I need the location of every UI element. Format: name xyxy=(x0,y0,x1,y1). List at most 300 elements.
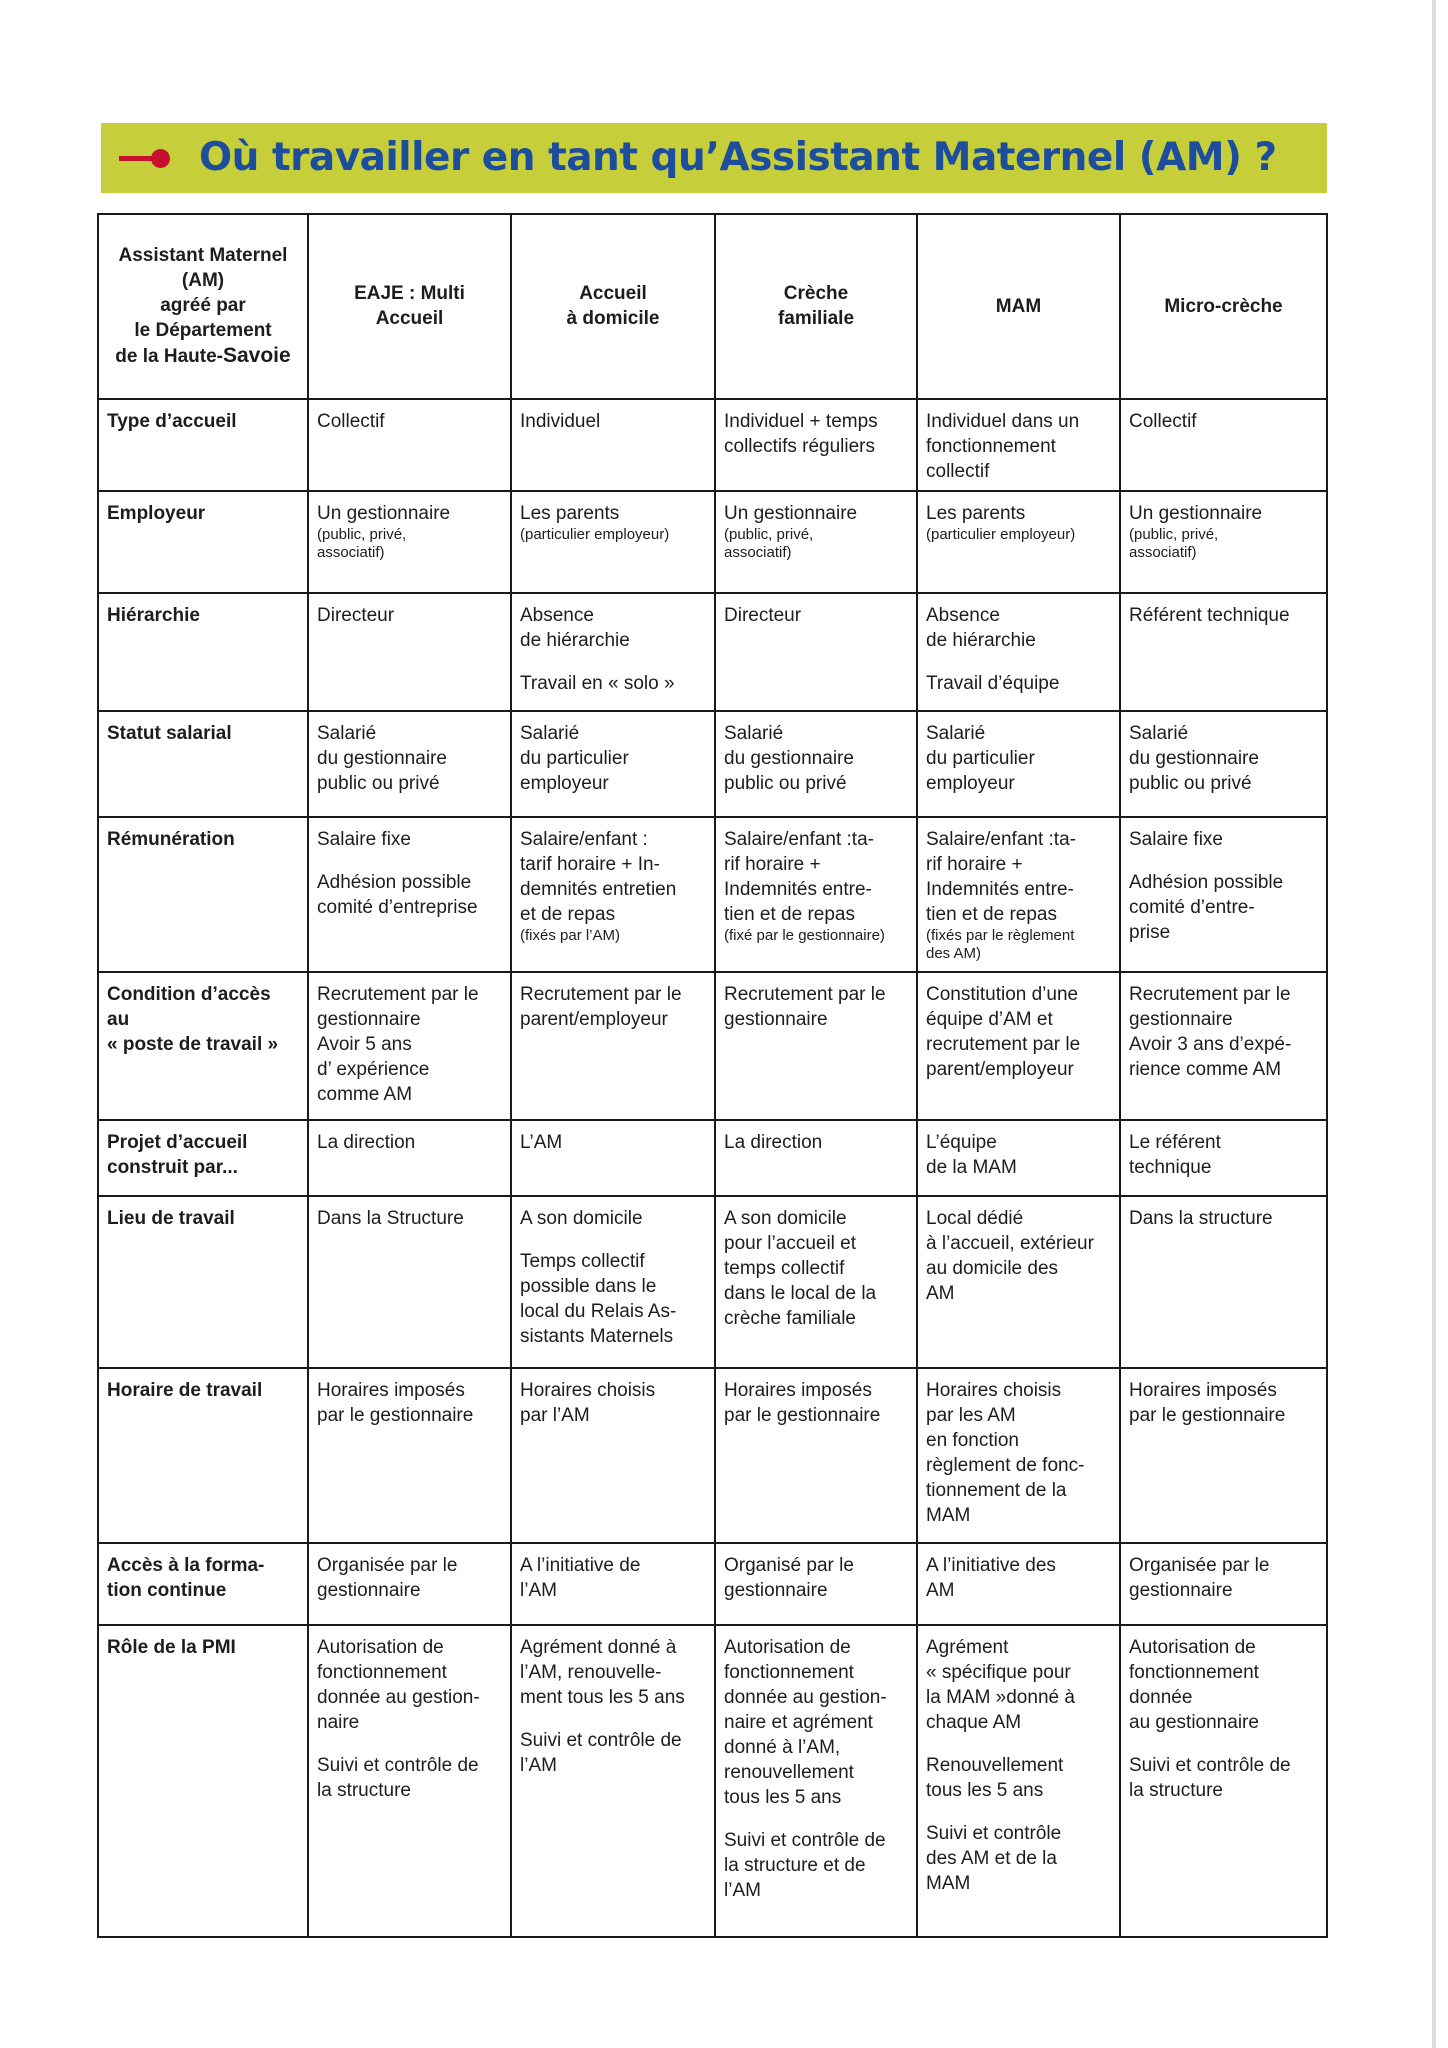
cell-text-line: la structure xyxy=(317,1779,411,1801)
row-label-line: Condition d’accès xyxy=(107,984,271,1006)
table-cell xyxy=(308,711,511,817)
cell-text-line: Avoir 3 ans d’expé- xyxy=(1129,1034,1292,1056)
column-header-line: Micro-crèche xyxy=(1164,295,1283,317)
row-label-line: Projet d’accueil xyxy=(107,1131,248,1153)
cell-text-line: public ou privé xyxy=(1129,773,1252,794)
cell-text-line: Horaires imposés xyxy=(1129,1379,1277,1401)
cell-paragraph xyxy=(317,1206,502,1231)
column-header-line: Accueil xyxy=(375,308,444,330)
cell-paragraph xyxy=(724,1828,908,1903)
table-cell xyxy=(308,1120,511,1196)
table-cell xyxy=(715,1625,917,1937)
cell-paragraph xyxy=(520,827,706,945)
cell-text-line: La direction xyxy=(317,1131,416,1153)
cell-text-line: prise xyxy=(1129,922,1171,944)
cell-paragraph xyxy=(520,603,706,653)
cell-text-line: Salaire/enfant :ta- xyxy=(724,829,874,851)
cell-text-line: la structure xyxy=(1129,1779,1223,1801)
row-label-line: Statut salarial xyxy=(107,723,232,744)
cell-note-line: (fixé par le gestionnaire) xyxy=(724,927,885,945)
cell-text-line: Directeur xyxy=(317,604,395,626)
cell-paragraph xyxy=(724,1206,908,1331)
cell-paragraph xyxy=(724,1635,908,1810)
row-label-line: Lieu de travail xyxy=(107,1207,235,1229)
table-row xyxy=(98,1120,1327,1196)
row-label-cell xyxy=(98,817,308,972)
cell-text-line: Autorisation de xyxy=(724,1636,851,1658)
cell-note-line: (public, privé, xyxy=(724,526,814,544)
cell-text-line: en fonction xyxy=(926,1429,1019,1451)
cell-text-line: Horaires choisis xyxy=(926,1379,1062,1401)
cell-text-line: Travail d’équipe xyxy=(926,672,1060,694)
cell-note-line: (public, privé, xyxy=(1129,526,1219,544)
cell-text-line: Individuel + temps xyxy=(724,410,878,432)
cell-text-line: Les parents xyxy=(520,503,620,525)
scan-edge xyxy=(1432,0,1436,2048)
cell-note-line: associatif) xyxy=(724,544,792,562)
cell-note-line: (particulier employeur) xyxy=(520,526,670,544)
row-label-cell xyxy=(98,1368,308,1544)
header-cell xyxy=(917,214,1120,399)
cell-paragraph xyxy=(1129,1553,1318,1603)
corner-label-line: Assistant Maternel xyxy=(118,245,288,267)
cell-text-line: Autorisation de xyxy=(317,1636,444,1658)
cell-text-line: par les AM xyxy=(926,1404,1016,1426)
cell-paragraph xyxy=(1129,501,1318,562)
cell-paragraph xyxy=(1129,1635,1318,1735)
cell-text-line: Salaire fixe xyxy=(317,829,411,851)
table-cell xyxy=(715,491,917,592)
cell-text-line: Individuel xyxy=(520,410,601,432)
corner-label-line: le Département xyxy=(134,320,272,342)
cell-text-line: parent/employeur xyxy=(926,1059,1074,1081)
cell-text-line: donnée au gestion- xyxy=(724,1686,887,1708)
cell-paragraph xyxy=(926,827,1111,963)
cell-text-line: rif horaire + xyxy=(724,854,821,876)
header-cell xyxy=(1120,214,1327,399)
cell-note-line: associatif) xyxy=(317,544,385,562)
cell-paragraph xyxy=(520,671,706,696)
cell-paragraph xyxy=(520,1728,706,1778)
cell-paragraph xyxy=(926,982,1111,1082)
cell-text-line: tous les 5 ans xyxy=(926,1779,1044,1801)
cell-text-line: Suivi et contrôle de xyxy=(1129,1754,1291,1776)
row-label-line: Horaire de travail xyxy=(107,1379,263,1401)
cell-text-line: gestionnaire xyxy=(724,1009,828,1031)
cell-text-line: la structure et de xyxy=(724,1854,866,1876)
cell-paragraph xyxy=(1129,1206,1318,1231)
cell-text-line: comité d’entre- xyxy=(1129,897,1255,919)
cell-text-line: Absence xyxy=(520,604,594,626)
cell-paragraph xyxy=(317,1378,502,1428)
cell-paragraph xyxy=(317,409,502,434)
cell-text-line: naire xyxy=(317,1711,360,1733)
cell-text-line: Un gestionnaire xyxy=(317,503,451,525)
cell-text-line: tous les 5 ans xyxy=(724,1786,842,1808)
cell-text-line: l’AM xyxy=(520,1580,557,1602)
cell-paragraph xyxy=(317,1753,502,1803)
cell-paragraph xyxy=(724,409,908,459)
cell-text-line: de hiérarchie xyxy=(926,629,1036,651)
cell-paragraph xyxy=(1129,982,1318,1082)
table-row xyxy=(98,1625,1327,1937)
cell-text-line: Horaires imposés xyxy=(724,1379,872,1401)
cell-note-line: associatif) xyxy=(1129,544,1197,562)
cell-text-line: Recrutement par le xyxy=(520,984,682,1006)
cell-text-line: Constitution d’une xyxy=(926,984,1079,1006)
cell-text-line: sistants Maternels xyxy=(520,1325,674,1347)
row-label-line: construit par... xyxy=(107,1156,238,1178)
cell-text-line: Suivi et contrôle xyxy=(926,1822,1062,1844)
row-label-cell xyxy=(98,1625,308,1937)
cell-text-line: fonctionnement xyxy=(1129,1661,1259,1683)
cell-text-line: Travail en « solo » xyxy=(520,672,675,694)
table-cell xyxy=(917,972,1120,1120)
cell-paragraph xyxy=(317,501,502,562)
table-cell xyxy=(715,711,917,817)
cell-paragraph xyxy=(724,721,908,796)
cell-paragraph xyxy=(317,603,502,628)
table-cell xyxy=(308,491,511,592)
table-row xyxy=(98,593,1327,711)
cell-paragraph xyxy=(724,603,908,628)
cell-text-line: du gestionnaire xyxy=(1129,748,1259,769)
cell-paragraph xyxy=(520,1553,706,1603)
cell-text-line: Salaire/enfant :ta- xyxy=(926,829,1076,851)
cell-text-line: tien et de repas xyxy=(724,904,855,926)
cell-text-line: renouvellement xyxy=(724,1761,854,1783)
table-row xyxy=(98,711,1327,817)
cell-text-line: comme AM xyxy=(317,1084,413,1106)
cell-text-line: Agrément donné à xyxy=(520,1636,677,1658)
cell-text-line: Un gestionnaire xyxy=(1129,503,1263,525)
cell-text-line: comité d’entreprise xyxy=(317,897,478,919)
cell-text-line: à l’accueil, extérieur xyxy=(926,1232,1094,1254)
column-header-line: MAM xyxy=(995,295,1042,317)
cell-text-line: Collectif xyxy=(1129,410,1197,432)
row-label-line: Rôle de la PMI xyxy=(107,1636,236,1658)
cell-paragraph xyxy=(520,1635,706,1710)
cell-text-line: de hiérarchie xyxy=(520,629,630,651)
cell-text-line: possible dans le xyxy=(520,1275,657,1297)
cell-text-line: gestionnaire xyxy=(1129,1009,1233,1031)
table-row xyxy=(98,817,1327,972)
cell-paragraph xyxy=(520,1130,706,1155)
table-cell xyxy=(715,1120,917,1196)
cell-text-line: Salaire/enfant : xyxy=(520,829,648,851)
cell-text-line: de la MAM xyxy=(926,1156,1017,1178)
cell-text-line: du particulier xyxy=(926,748,1035,769)
cell-paragraph xyxy=(1129,1378,1318,1428)
cell-text-line: du gestionnaire xyxy=(317,748,447,769)
cell-text-line: collectifs réguliers xyxy=(724,435,875,457)
cell-paragraph xyxy=(520,409,706,434)
table-cell xyxy=(1120,491,1327,592)
cell-text-line: rif horaire + xyxy=(926,854,1023,876)
cell-text-line: Salarié xyxy=(926,723,986,744)
corner-label-emphasis: Savoie xyxy=(222,344,291,368)
cell-text-line: tarif horaire + In- xyxy=(520,854,660,876)
cell-text-line: l’AM xyxy=(724,1879,761,1901)
column-header-line: familiale xyxy=(777,308,855,330)
cell-paragraph xyxy=(520,1206,706,1231)
row-label-cell xyxy=(98,399,308,491)
cell-paragraph xyxy=(724,827,908,945)
table-cell xyxy=(511,1368,715,1544)
corner-label-line: agréé par xyxy=(160,295,246,317)
cell-text-line: Directeur xyxy=(724,604,802,626)
table-cell xyxy=(511,1625,715,1937)
cell-text-line: fonctionnement xyxy=(317,1661,447,1683)
cell-text-line: ment tous les 5 ans xyxy=(520,1686,685,1708)
cell-paragraph xyxy=(1129,1753,1318,1803)
cell-text-line: Un gestionnaire xyxy=(724,503,858,525)
cell-text-line: équipe d’AM et xyxy=(926,1009,1053,1031)
cell-paragraph xyxy=(926,603,1111,653)
cell-paragraph xyxy=(1129,1130,1318,1180)
table-cell xyxy=(308,972,511,1120)
cell-paragraph xyxy=(724,1130,908,1155)
table-cell xyxy=(917,1543,1120,1624)
table-cell xyxy=(715,593,917,711)
cell-text-line: par le gestionnaire xyxy=(317,1404,474,1426)
bullet-dot-icon xyxy=(151,149,170,168)
row-label-line: Employeur xyxy=(107,503,206,525)
row-label-cell xyxy=(98,1196,308,1368)
table-cell xyxy=(715,1368,917,1544)
table-cell xyxy=(917,817,1120,972)
row-label-line: au xyxy=(107,1009,130,1031)
cell-text-line: crèche familiale xyxy=(724,1307,856,1329)
cell-text-line: et de repas xyxy=(520,904,616,926)
row-label-cell xyxy=(98,1120,308,1196)
cell-text-line: A son domicile xyxy=(520,1207,643,1229)
cell-text-line: AM xyxy=(926,1580,955,1602)
cell-text-line: temps collectif xyxy=(724,1257,845,1279)
cell-paragraph xyxy=(317,982,502,1107)
cell-paragraph xyxy=(926,1206,1111,1306)
cell-text-line: Horaires choisis xyxy=(520,1379,656,1401)
cell-text-line: naire et agrément xyxy=(724,1711,873,1733)
cell-text-line: Indemnités entre- xyxy=(724,879,872,901)
table-cell xyxy=(715,817,917,972)
cell-paragraph xyxy=(520,1249,706,1349)
table-cell xyxy=(917,1120,1120,1196)
table-cell xyxy=(917,1196,1120,1368)
cell-paragraph xyxy=(926,501,1111,544)
bullet-line-icon xyxy=(119,156,155,161)
row-label-cell xyxy=(98,491,308,592)
header-cell xyxy=(511,214,715,399)
cell-text-line: règlement de fonc- xyxy=(926,1454,1085,1476)
table-cell xyxy=(511,817,715,972)
cell-text-line: donnée au gestion- xyxy=(317,1686,480,1708)
cell-text-line: MAM xyxy=(926,1872,971,1894)
table-cell xyxy=(511,1120,715,1196)
cell-text-line: Collectif xyxy=(317,410,385,432)
cell-text-line: Avoir 5 ans xyxy=(317,1034,412,1056)
row-label-cell xyxy=(98,593,308,711)
comparison-table xyxy=(97,213,1328,1938)
table-cell xyxy=(308,593,511,711)
table-cell xyxy=(308,1625,511,1937)
table-cell xyxy=(1120,1625,1327,1937)
cell-paragraph xyxy=(926,1753,1111,1803)
cell-text-line: tionnement de la xyxy=(926,1479,1067,1501)
table-cell xyxy=(308,817,511,972)
cell-paragraph xyxy=(520,721,706,796)
header-row xyxy=(98,214,1327,399)
table-cell xyxy=(917,593,1120,711)
column-header-line: EAJE : Multi xyxy=(354,283,465,305)
column-header-line: Accueil xyxy=(579,283,647,305)
header-cell xyxy=(715,214,917,399)
cell-text-line: Autorisation de xyxy=(1129,1636,1256,1658)
cell-text-line: demnités entretien xyxy=(520,879,677,901)
cell-text-line: l’AM xyxy=(520,1754,557,1776)
cell-text-line: La direction xyxy=(724,1131,823,1153)
cell-text-line: Horaires imposés xyxy=(317,1379,465,1401)
cell-text-line: collectif xyxy=(926,460,990,482)
cell-paragraph xyxy=(926,671,1111,696)
table-cell xyxy=(511,711,715,817)
cell-text-line: gestionnaire xyxy=(724,1580,828,1602)
cell-text-line: au domicile des xyxy=(926,1257,1059,1279)
cell-paragraph xyxy=(317,827,502,852)
cell-text-line: Salarié xyxy=(520,723,580,744)
table-row xyxy=(98,399,1327,491)
cell-text-line: au gestionnaire xyxy=(1129,1711,1259,1733)
cell-paragraph xyxy=(317,721,502,796)
cell-paragraph xyxy=(926,1378,1111,1528)
cell-paragraph xyxy=(1129,870,1318,945)
cell-text-line: Indemnités entre- xyxy=(926,879,1074,901)
cell-note-line: (fixés par le règlement xyxy=(926,927,1075,945)
cell-note-line: (particulier employeur) xyxy=(926,526,1076,544)
cell-text-line: Salaire fixe xyxy=(1129,829,1223,851)
cell-text-line: Suivi et contrôle de xyxy=(317,1754,479,1776)
cell-text-line: employeur xyxy=(520,773,609,794)
cell-paragraph xyxy=(317,1130,502,1155)
row-label-line: Hiérarchie xyxy=(107,604,200,626)
table-cell xyxy=(511,1543,715,1624)
cell-text-line: Suivi et contrôle de xyxy=(520,1729,682,1751)
cell-text-line: rience comme AM xyxy=(1129,1059,1282,1081)
table-cell xyxy=(1120,1196,1327,1368)
row-label-cell xyxy=(98,1543,308,1624)
cell-text-line: tien et de repas xyxy=(926,904,1057,926)
cell-text-line: donné à l’AM, xyxy=(724,1736,841,1758)
cell-note-line: des AM) xyxy=(926,945,982,963)
corner-label-line: (AM) xyxy=(181,270,225,292)
cell-text-line: A son domicile xyxy=(724,1207,847,1229)
cell-text-line: A l’initiative de xyxy=(520,1555,641,1577)
cell-text-line: Référent technique xyxy=(1129,604,1290,626)
cell-text-line: Salarié xyxy=(724,723,784,744)
cell-paragraph xyxy=(724,1378,908,1428)
cell-text-line: parent/employeur xyxy=(520,1009,668,1031)
row-label-line: « poste de travail » xyxy=(107,1034,279,1056)
cell-text-line: local du Relais As- xyxy=(520,1300,677,1322)
cell-text-line: d’ expérience xyxy=(317,1059,430,1081)
cell-paragraph xyxy=(724,1553,908,1603)
cell-text-line: Renouvellement xyxy=(926,1754,1064,1776)
cell-text-line: du particulier xyxy=(520,748,629,769)
table-row xyxy=(98,972,1327,1120)
cell-paragraph xyxy=(1129,603,1318,628)
cell-paragraph xyxy=(724,501,908,562)
cell-text-line: par le gestionnaire xyxy=(1129,1404,1286,1426)
cell-note-line: (public, privé, xyxy=(317,526,407,544)
column-header-line: à domicile xyxy=(566,308,660,330)
cell-text-line: Salarié xyxy=(1129,723,1189,744)
table-cell xyxy=(308,1196,511,1368)
cell-text-line: la MAM »donné à xyxy=(926,1686,1075,1708)
cell-text-line: Adhésion possible xyxy=(317,872,472,894)
cell-paragraph xyxy=(926,721,1111,796)
table-cell xyxy=(511,972,715,1120)
cell-text-line: Organisée par le xyxy=(317,1555,458,1577)
cell-text-line: pour l’accueil et xyxy=(724,1232,857,1254)
row-label-cell xyxy=(98,711,308,817)
cell-text-line: A l’initiative des xyxy=(926,1555,1056,1577)
table-row xyxy=(98,1368,1327,1544)
table-cell xyxy=(308,1543,511,1624)
column-header-line: Crèche xyxy=(783,283,849,305)
cell-text-line: chaque AM xyxy=(926,1711,1022,1733)
cell-paragraph xyxy=(520,982,706,1032)
cell-text-line: recrutement par le xyxy=(926,1034,1081,1056)
cell-text-line: Le référent xyxy=(1129,1131,1221,1153)
cell-text-line: fonctionnement xyxy=(926,435,1056,457)
cell-text-line: Absence xyxy=(926,604,1000,626)
table-cell xyxy=(308,399,511,491)
header-corner-cell xyxy=(98,214,308,399)
cell-text-line: Dans la Structure xyxy=(317,1207,464,1229)
cell-text-line: Recrutement par le xyxy=(1129,984,1291,1006)
cell-text-line: MAM xyxy=(926,1504,971,1526)
cell-paragraph xyxy=(520,1378,706,1428)
table-cell xyxy=(1120,1543,1327,1624)
table-cell xyxy=(715,399,917,491)
cell-text-line: Salarié xyxy=(317,723,377,744)
cell-text-line: L’AM xyxy=(520,1131,563,1153)
cell-text-line: des AM et de la xyxy=(926,1847,1057,1869)
cell-paragraph xyxy=(317,870,502,920)
cell-text-line: Temps collectif xyxy=(520,1250,645,1272)
cell-text-line: employeur xyxy=(926,773,1015,794)
cell-text-line: Dans la structure xyxy=(1129,1207,1273,1229)
cell-paragraph xyxy=(520,501,706,544)
cell-text-line: par le gestionnaire xyxy=(724,1404,881,1426)
table-cell xyxy=(1120,972,1327,1120)
table-cell xyxy=(511,593,715,711)
cell-text-line: Agrément xyxy=(926,1636,1009,1658)
table-cell xyxy=(511,1196,715,1368)
cell-text-line: « spécifique pour xyxy=(926,1661,1071,1683)
cell-text-line: donnée xyxy=(1129,1686,1193,1708)
cell-paragraph xyxy=(926,1635,1111,1735)
cell-paragraph xyxy=(724,982,908,1032)
cell-paragraph xyxy=(1129,827,1318,852)
cell-text-line: par l’AM xyxy=(520,1404,590,1426)
table-cell xyxy=(917,711,1120,817)
table-cell xyxy=(715,1543,917,1624)
row-label-line: Type d’accueil xyxy=(107,410,237,432)
table-cell xyxy=(917,491,1120,592)
cell-text-line: Individuel dans un xyxy=(926,410,1080,432)
cell-paragraph xyxy=(317,1635,502,1735)
